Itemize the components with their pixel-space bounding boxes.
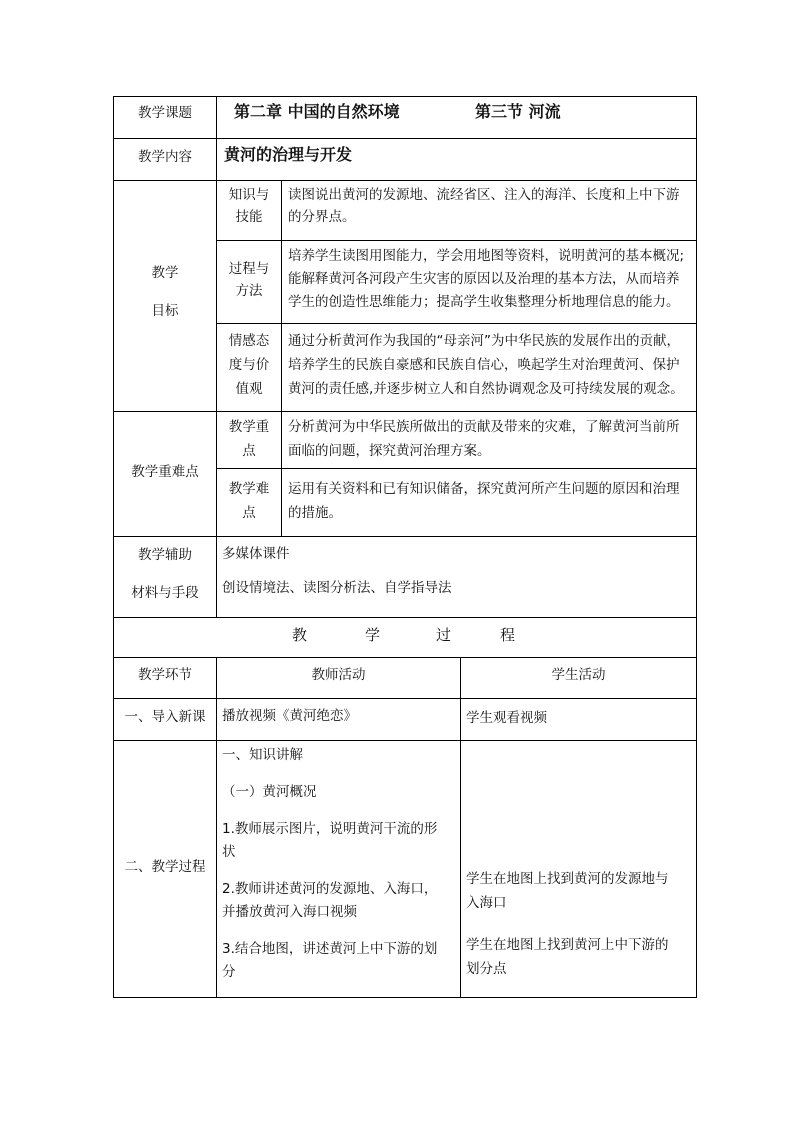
- teacher-activity-item: 一、知识讲解: [222, 747, 303, 763]
- col-divider: [460, 657, 461, 998]
- emotion-text: 通过分析黄河作为我国的“母亲河”为中华民族的发展作出的贡献，: [288, 333, 680, 349]
- teacher-activity-item: 3.结合地图，讲述黄河上中下游的划: [222, 941, 438, 957]
- section-title: 第三节 河流: [475, 102, 561, 121]
- process-text: 培养学生读图用图能力，学会用地图等资料，说明黄河的基本概况;: [288, 248, 685, 264]
- aids-materials: 多媒体课件: [222, 546, 290, 562]
- difficulty-text: 运用有关资料和已有知识储备，探究黄河所产生问题的原因和治理: [288, 481, 680, 497]
- student-activity-item: 学生在地图上找到黄河上中下游的: [466, 937, 669, 953]
- col-divider: [281, 180, 282, 536]
- row-divider: [113, 617, 697, 618]
- teacher-activity-item: （一）黄河概况: [222, 784, 317, 800]
- objectives-label: 教学: [151, 265, 179, 281]
- student-activity-item: 划分点: [466, 961, 507, 977]
- row-divider: [113, 657, 697, 658]
- aids-label: 材料与手段: [131, 585, 199, 601]
- process-title-char: 学: [365, 626, 381, 644]
- teacher-activity-item: 并播放黄河入海口视频: [222, 904, 357, 920]
- row-divider: [113, 411, 697, 412]
- difficulty-label: 教学难: [228, 481, 270, 497]
- knowledge-label: 技能: [235, 209, 263, 225]
- row-divider: [113, 536, 697, 537]
- process-text: 能解释黄河各河段产生灾害的原因以及治理的基本方法，从而培养: [288, 271, 680, 287]
- knowledge-label: 知识与: [228, 187, 270, 203]
- focus-text: 面临的问题，探究黄河治理方案。: [288, 443, 491, 459]
- table-row-student: 学生观看视频: [466, 710, 547, 726]
- row-divider: [113, 180, 697, 181]
- teacher-activity-item: 状: [222, 844, 236, 860]
- process-label: 方法: [235, 283, 263, 299]
- teacher-activity-item: 2.教师讲述黄河的发源地、入海口，: [222, 881, 438, 897]
- column-header-student: 学生活动: [551, 667, 606, 683]
- row-divider: [216, 240, 697, 241]
- process-title-char: 程: [500, 626, 516, 644]
- objectives-label: 目标: [151, 303, 179, 319]
- difficulty-label: 点: [242, 505, 256, 521]
- column-header-teacher: 教师活动: [311, 667, 366, 683]
- focus-text: 分析黄河为中华民族所做出的贡献及带来的灾难，了解黄河当前所: [288, 419, 680, 435]
- table-border-bottom: [113, 997, 697, 998]
- emotion-label: 度与价: [228, 357, 270, 373]
- row-divider: [113, 698, 697, 699]
- process-title-char: 教: [292, 626, 308, 644]
- process-title-char: 过: [436, 626, 452, 644]
- content-label: 教学内容: [138, 149, 192, 165]
- student-activity-item: 学生在地图上找到黄河的发源地与: [466, 871, 669, 887]
- emotion-label: 情感态: [228, 333, 270, 349]
- knowledge-text: 的分界点。: [288, 209, 356, 225]
- table-row-stage: 二、教学过程: [124, 859, 206, 875]
- row-divider: [216, 323, 697, 324]
- teacher-activity-item: 1.教师展示图片，说明黄河干流的形: [222, 821, 438, 837]
- difficulty-text: 的措施。: [288, 505, 342, 521]
- chapter-title: 第二章 中国的自然环境: [234, 102, 400, 121]
- column-header-stage: 教学环节: [138, 667, 192, 683]
- aids-label: 教学辅助: [138, 547, 192, 563]
- row-divider: [216, 468, 697, 469]
- knowledge-text: 读图说出黄河的发源地、流经省区、注入的海洋、长度和上中下游: [288, 187, 680, 203]
- row-divider: [113, 138, 697, 139]
- emotion-text: 黄河的责任感,并逐步树立人和自然协调观念及可持续发展的观念。: [288, 381, 684, 397]
- table-row-stage: 一、导入新课: [124, 709, 206, 725]
- row-divider: [113, 740, 697, 741]
- focus-label: 教学重: [228, 419, 270, 435]
- student-activity-item: 入海口: [466, 895, 507, 911]
- process-label: 过程与: [228, 261, 270, 277]
- col-divider: [216, 657, 217, 998]
- emotion-text: 培养学生的民族自豪感和民族自信心，唤起学生对治理黄河、保护: [288, 357, 680, 373]
- process-text: 学生的创造性思维能力；提高学生收集整理分析地理信息的能力。: [288, 294, 680, 310]
- key-points-label: 教学重难点: [131, 464, 199, 480]
- aids-methods: 创设情境法、读图分析法、自学指导法: [222, 580, 452, 596]
- focus-label: 点: [242, 443, 256, 459]
- table-row-teacher: 播放视频《黄河绝恋》: [222, 708, 357, 724]
- table-border-right: [696, 96, 697, 998]
- teacher-activity-item: 分: [222, 964, 236, 980]
- content-value: 黄河的治理与开发: [224, 145, 353, 164]
- table-border-top: [113, 96, 697, 97]
- topic-label: 教学课题: [138, 105, 192, 121]
- emotion-label: 值观: [235, 381, 263, 397]
